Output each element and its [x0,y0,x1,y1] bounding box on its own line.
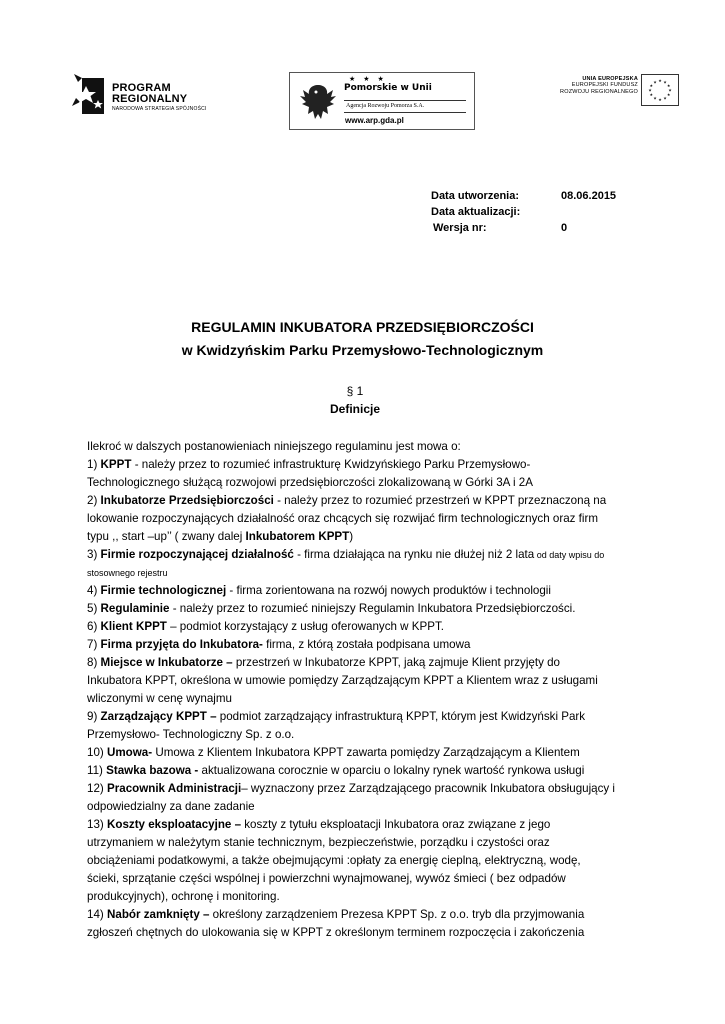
svg-text:★: ★ [653,79,657,85]
program-logo-line1: PROGRAM [112,82,171,94]
definition-14: 14) Nabór zamknięty – określony zarządzeniem Prezesa KPPT Sp. z o.o. tryb dla przyjmowania [87,908,585,921]
definition-8-cont: Inkubatora KPPT, określona w umowie pomiędzy Zarządzającym KPPT a Klientem wraz z usługami [87,674,598,687]
definition-term: Inkubatorze Przedsiębiorczości [100,494,274,507]
pomorskie-divider-bottom [344,112,466,113]
program-regionalny-logo [72,72,232,120]
created-label: Data utworzenia: [431,190,520,202]
program-regionalny-emblem-icon [72,72,108,118]
svg-text:★: ★ [653,95,657,101]
definition-8-cont: wliczonymi w cenę wynajmu [87,692,232,705]
svg-text:★: ★ [649,92,654,98]
updated-label: Data aktualizacji: [431,206,521,218]
definition-2-cont: lokowanie rozpoczynających działalność oraz chcących się rozwijać firm technologicznych oraz firm [87,512,598,525]
created-value: 08.06.2015 [561,190,617,202]
eu-logo-line2: EUROPEJSKI FUNDUSZ [571,82,638,89]
definition-13-cont: ścieki, sprzątanie części wspólnej i powierzchni wynajmowanej, wywóz śmieci ( bez odpadów [87,872,566,885]
definition-1: 1) KPPT - należy przez to rozumieć infrastrukturę Kwidzyńskiego Parku Przemysłowo- [87,458,531,471]
definition-9-cont: Przemysłowo- Technologiczny Sp. z o.o. [87,728,295,741]
definition-3: 3) Firmie rozpoczynającej działalność - firma działająca na rynku nie dłużej niż 2 lata od daty wpisu do [87,548,605,561]
program-logo-line2: REGIONALNY [112,93,188,105]
definition-13-cont: obciążeniami podatkowymi, a także obejmującymi :opłaty za energię cieplną, elektryczną, wodę, [87,854,581,867]
svg-text:★: ★ [658,97,662,102]
svg-text:★: ★ [649,82,654,88]
pomorskie-divider-top [344,100,466,101]
definition-11: 11) Stawka bazowa - aktualizowana corocznie w oparciu o lokalny rynek wartość rynkowa usługi [87,764,585,777]
griffin-crest-icon [298,81,338,123]
definition-term: Miejsce w Inkubatorze – [100,656,233,669]
definition-term: Klient KPPT [100,620,167,633]
document-title-line2: w Kwidzyńskim Parku Przemysłowo-Technologicznym [181,342,544,358]
definition-13-cont: produkcyjnych), ochronę i monitoring. [87,890,280,903]
definition-9: 9) Zarządzający KPPT – podmiot zarządzający infrastrukturą KPPT, którym jest Kwidzyński Park [87,710,586,723]
definitions-body [87,438,647,942]
svg-text:★: ★ [663,95,667,101]
pomorskie-url: www.arp.gda.pl [345,116,404,125]
eu-logo [538,74,680,108]
definition-10: 10) Umowa- Umowa z Klientem Inkubatora KPPT zawarta pomiędzy Zarządzającym a Klientem [87,746,580,759]
definition-term: Umowa- [107,746,153,759]
definition-term: KPPT [100,458,132,471]
version-label: Wersja nr: [433,222,487,234]
svg-text:★: ★ [658,78,662,83]
definition-term: Firmie rozpoczynającej działalność [100,548,294,561]
definition-term: Koszty eksploatacyjne – [107,818,242,831]
definition-term: Firmie technologicznej [100,584,227,597]
pomorskie-w-unii-logo [289,72,475,130]
eu-stars-icon [642,75,678,105]
definition-term: Nabór zamknięty – [107,908,210,921]
definition-3-cont: stosownego rejestru [87,568,168,578]
definition-term: Firma przyjęta do Inkubatora- [100,638,263,651]
definition-8: 8) Miejsce w Inkubatorze – przestrzeń w Inkubatorze KPPT, jaką zajmuje Klient przyjęty do [87,656,560,669]
pomorskie-title: Pomorskie w Unii [344,83,432,93]
definition-term: Stawka bazowa - [106,764,199,777]
definition-term: Pracownik Administracji [107,782,242,795]
definition-term: Regulaminie [100,602,170,615]
definition-2-cont: typu ,, start –up’’ ( zwany dalej Inkubatorem KPPT) [87,530,354,543]
section-number: § 1 [346,384,364,398]
definition-13: 13) Koszty eksploatacyjne – koszty z tytułu eksploatacji Inkubatora oraz związane z jego [87,818,551,831]
svg-text:★: ★ [666,92,671,98]
eu-flag-icon [641,74,679,106]
definition-term: Zarządzający KPPT – [100,710,217,723]
svg-text:★: ★ [663,79,667,85]
pomorskie-stars: ★ ★ ★ [349,76,387,83]
pomorskie-agency: Agencja Rozwoju Pomorza S.A. [346,103,425,109]
svg-text:★: ★ [668,87,672,93]
definition-7: 7) Firma przyjęta do Inkubatora- firma, z którą została podpisana umowa [87,638,471,651]
definition-4: 4) Firmie technologicznej - firma zorientowana na rozwój nowych produktów i technologii [87,584,551,597]
definition-2: 2) Inkubatorze Przedsiębiorczości - należy przez to rozumieć przestrzeń w KPPT przeznaczoną na [87,494,607,507]
eu-logo-line1: UNIA EUROPEJSKA [582,76,638,82]
definition-13-cont: utrzymaniem w należytym stanie technicznym, bezpieczeństwie, porządku i czystości oraz [87,836,550,849]
document-title-line1: REGULAMIN INKUBATORA PRZEDSIĘBIORCZOŚCI [191,319,534,335]
definition-14-cont: zgłoszeń chętnych do ulokowania się w KPPT z określonym terminem rozpoczęcia i zakończenia [87,926,585,939]
svg-text:★: ★ [648,87,652,93]
definition-5: 5) Regulaminie - należy przez to rozumieć niniejszy Regulamin Inkubatora Przedsiębiorczości. [87,602,576,615]
svg-text:★: ★ [666,82,671,88]
definition-12-cont: odpowiedzialny za dane zadanie [87,800,255,813]
section-title: Definicje [329,402,380,416]
definition-1-cont: Technologicznego służącą rozwojowi przedsiębiorczości zlokalizowaną w Górki 3A i 2A [87,476,533,489]
program-logo-subtitle: NARODOWA STRATEGIA SPÓJNOŚCI [112,106,207,112]
definition-12: 12) Pracownik Administracji– wyznaczony przez Zarządzającego pracownik Inkubatora obsługujący i [87,782,616,795]
definition-6: 6) Klient KPPT – podmiot korzystający z usług oferowanych w KPPT. [87,620,444,633]
eu-logo-line3: ROZWOJU REGIONALNEGO [560,88,638,95]
intro-text: Ilekroć w dalszych postanowieniach niniejszego regulaminu jest mowa o: [87,440,461,453]
version-value: 0 [561,222,568,234]
